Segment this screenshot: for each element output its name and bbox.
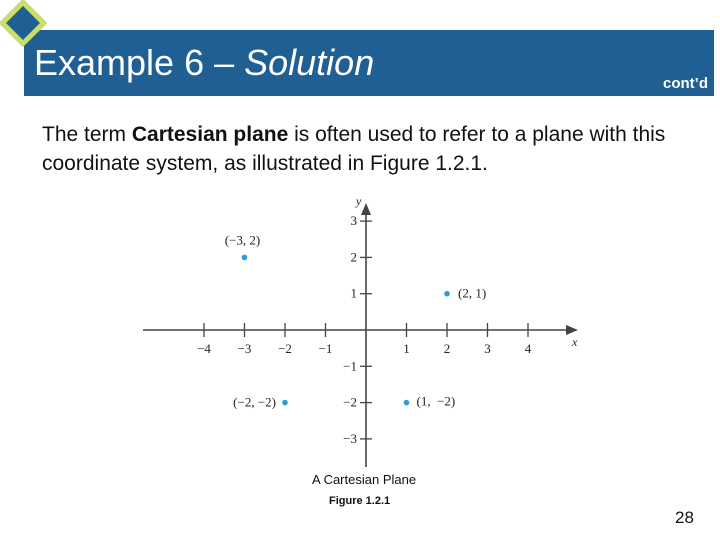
x-tick-label: 3	[484, 341, 491, 356]
contd-label: cont’d	[663, 75, 708, 92]
y-tick-label: 3	[350, 213, 357, 229]
figure-caption: A Cartesian Plane	[312, 472, 417, 487]
data-point	[282, 400, 288, 406]
y-tick-label: 1	[350, 285, 357, 301]
x-tick-label: −2	[278, 341, 292, 356]
y-tick-label: −1	[343, 358, 357, 374]
x-tick-label: 4	[524, 341, 532, 356]
figure-label: Figure 1.2.1	[329, 495, 391, 507]
x-tick-label: −1	[318, 341, 333, 356]
x-axis-label: x	[572, 335, 578, 349]
y-tick-label: −3	[343, 430, 357, 446]
point-label: (2, 1)	[458, 285, 487, 301]
point-label: (−3, 2)	[224, 232, 261, 248]
x-tick-label: 2	[443, 341, 451, 356]
title-italic: Solution	[244, 42, 375, 83]
y-axis-arrow	[361, 203, 371, 215]
x-tick-label: −3	[237, 341, 252, 356]
point-label: (−2, −2)	[233, 394, 276, 410]
title-main: Example 6 –	[34, 42, 245, 83]
body-bold-term: Cartesian plane	[131, 123, 289, 146]
data-point	[444, 291, 450, 297]
y-tick-label: −2	[343, 394, 357, 410]
x-tick-label: 1	[403, 341, 410, 356]
y-axis-label: y	[356, 194, 362, 208]
body-part2: is often used to refer to a plane with this coordinate system, as illustrated in Figure 1.2.1.	[42, 123, 666, 175]
y-tick-label: 2	[350, 249, 357, 265]
x-tick-label: −4	[197, 341, 211, 356]
data-point	[404, 400, 410, 406]
x-axis-arrow	[566, 325, 578, 335]
data-point	[242, 255, 248, 261]
page-number: 28	[675, 508, 694, 527]
body-part1: The term	[42, 123, 132, 146]
point-label: (1, −2)	[416, 393, 456, 409]
